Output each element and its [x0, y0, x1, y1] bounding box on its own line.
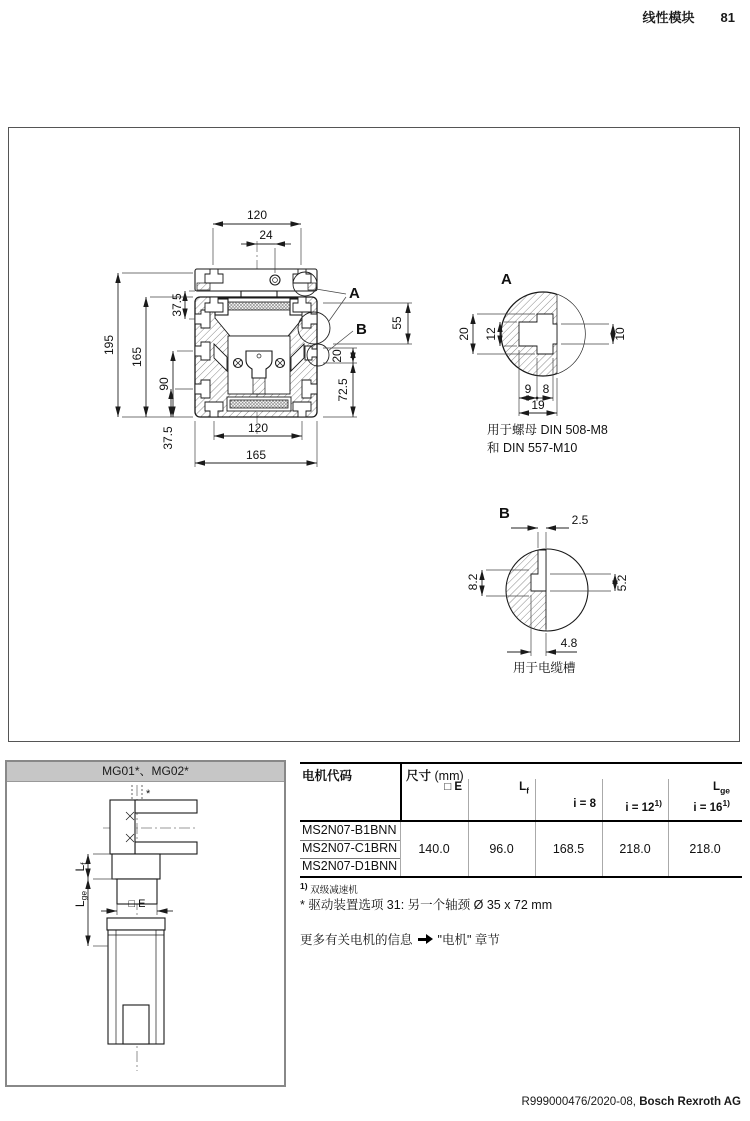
plate-screw: [270, 275, 280, 285]
detail-a-dim-8: 8: [542, 382, 550, 396]
value-e: 140.0: [418, 842, 450, 856]
brand-name: Bosch Rexroth AG: [639, 1096, 741, 1108]
detail-b-dim-4-8: 4.8: [560, 636, 578, 650]
page-number: 81: [720, 10, 735, 25]
dim-72-5: 72.5: [336, 378, 350, 402]
detail-a-dim-12: 12: [484, 327, 498, 341]
detail-a-caption-2: 和 DIN 557-M10: [487, 441, 578, 455]
dim-165-bottom: 165: [245, 448, 267, 462]
dim-55: 55: [390, 316, 404, 330]
dim-120-top: 120: [246, 208, 268, 222]
arrow-right-icon: [418, 934, 433, 944]
detail-b-dim-5-2: 5.2: [615, 574, 629, 592]
motor-flange: [107, 918, 165, 930]
dim-lge: $L_{ge}$: [73, 890, 89, 908]
value-i16: 218.0: [689, 842, 721, 856]
gearbox-block: [110, 800, 135, 854]
col-header-lf: $L_f$: [519, 781, 529, 796]
col-header-size: 尺寸 (mm): [406, 769, 464, 783]
toothed-belt-top: [228, 302, 290, 310]
detail-b-caption: 用于电缆槽: [513, 661, 576, 675]
col-header-i12: i = 12$^{1)}$: [625, 798, 662, 814]
value-i12: 218.0: [619, 842, 651, 856]
detail-a-dim-10: 10: [613, 327, 627, 341]
table-row-model-2: MS2N07-C1BRN: [302, 841, 398, 855]
footnote-gearbox: $^{1)}$ 双级减速机: [300, 881, 358, 897]
gearbox-flange: [112, 854, 160, 879]
detail-b-dim-8-2: 8.2: [466, 573, 480, 591]
footnote-star: * 驱动装置选项 31: 另一个轴颈 Ø 35 x 72 mm: [300, 898, 553, 912]
motor-figure-title: MG01*、MG02*: [7, 762, 284, 782]
table-top-border: [300, 762, 742, 764]
dim-90: 90: [157, 377, 171, 391]
motor-figure-box: [5, 760, 286, 1087]
profile-cross-section: [195, 241, 367, 434]
dim-165-left: 165: [130, 346, 144, 368]
table-bottom-border: [300, 876, 742, 878]
dim-37-5-bottom: 37.5: [161, 426, 175, 450]
table-row-model-3: MS2N07-D1BNN: [302, 859, 398, 873]
star-marker: *: [146, 788, 151, 800]
cross-section-figure: [9, 128, 739, 741]
dim-195: 195: [102, 334, 116, 356]
detail-b-label: B: [499, 505, 510, 522]
col-header-e: □ E: [444, 781, 462, 793]
detail-a-dim-19: 19: [531, 398, 545, 412]
callout-a: A: [349, 285, 360, 302]
detail-b: [466, 505, 629, 675]
motor-figure: [7, 782, 280, 1082]
detail-a-label: A: [501, 271, 512, 288]
table-row-model-1: MS2N07-B1BNN: [302, 823, 397, 837]
callout-b: B: [356, 321, 367, 338]
detail-a-dim-20: 20: [457, 327, 471, 341]
dim-120-bottom: 120: [247, 421, 269, 435]
col-header-lge: $L_{ge}$: [713, 781, 730, 796]
detail-a-dim-9: 9: [524, 382, 532, 396]
col-header-motor-code: 电机代码: [302, 769, 353, 783]
doc-number: R999000476/2020-08,: [521, 1096, 640, 1108]
dim-square-e: □ E: [128, 898, 146, 910]
dim-lf: $L_f$: [73, 862, 89, 872]
detail-a: [457, 271, 627, 455]
page-header: [643, 7, 735, 26]
module-bar-top: [135, 800, 197, 813]
value-i8: 168.5: [552, 842, 585, 856]
detail-a-caption-1: 用于螺母 DIN 508-M8: [487, 423, 608, 437]
page-footer: [0, 1096, 741, 1108]
dim-20: 20: [330, 349, 344, 363]
value-lf: 96.0: [489, 842, 514, 856]
module-bar-bottom: [135, 842, 197, 854]
dim-24: 24: [259, 228, 273, 242]
dim-37-5-top: 37.5: [170, 293, 184, 317]
detail-b-dim-2-5: 2.5: [571, 513, 589, 527]
col-header-i16: i = 16$^{1)}$: [693, 798, 730, 814]
drawing-panel: [8, 127, 740, 742]
col-header-i8: i = 8: [573, 798, 596, 810]
toothed-belt-bottom: [230, 400, 288, 408]
chapter-title: 线性模块: [642, 10, 695, 25]
more-info-line: 更多有关电机的信息 "电机" 章节: [300, 933, 500, 947]
